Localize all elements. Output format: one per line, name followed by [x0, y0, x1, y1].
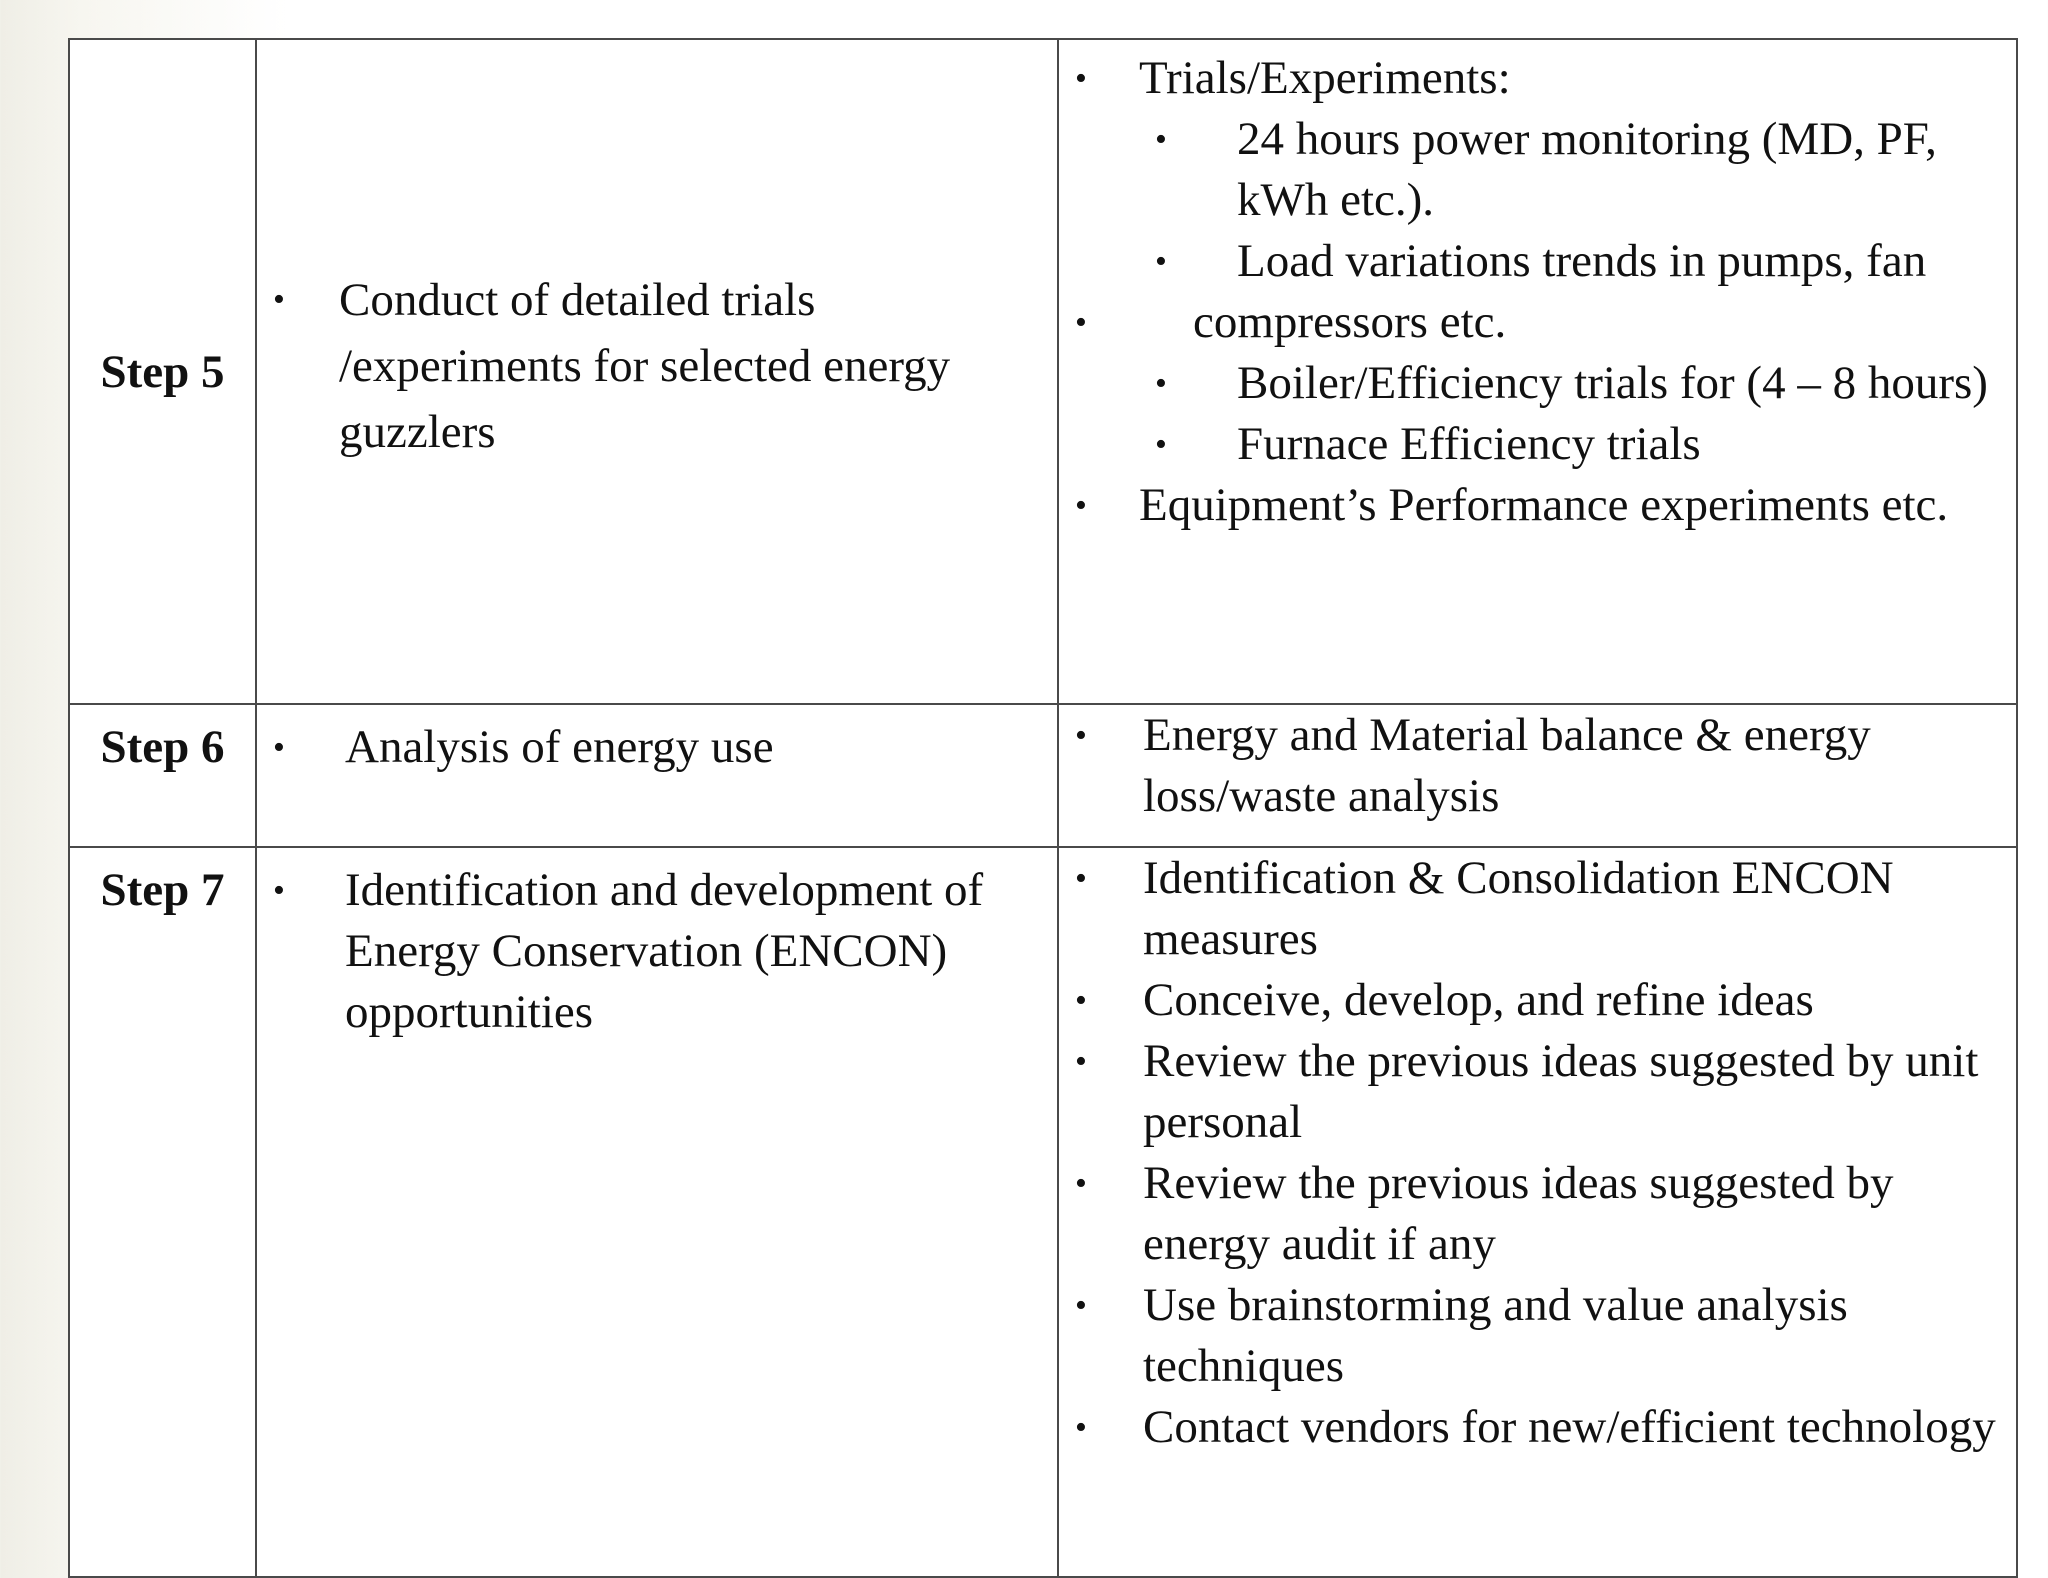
activity-list: [257, 860, 1057, 1043]
step-label-cell: [69, 704, 256, 847]
details-cell: [1058, 847, 2017, 1577]
bullet-icon: •: [1075, 1287, 1087, 1324]
bullet-icon: •: [1155, 426, 1167, 463]
activity-list: [257, 717, 1057, 778]
bullet-icon: •: [1075, 304, 1087, 341]
list-item-text: Review the previous ideas suggested by unit personal: [1143, 1035, 1979, 1148]
list-item-text: compressors etc.: [1193, 296, 1507, 348]
list-item: [1059, 705, 2016, 827]
table-row-step-6: [69, 704, 2017, 847]
list-item: [1059, 48, 2016, 231]
audit-steps-table: [68, 38, 2018, 1578]
list-item: [1059, 848, 2016, 970]
list-item-text: Use brainstorming and value analysis techniques: [1143, 1279, 1848, 1392]
sub-list-item: [1059, 109, 2016, 231]
list-item-text: Conduct of detailed trials /experiments for selected energy guzzlers: [339, 273, 951, 458]
bullet-icon: •: [1075, 1409, 1087, 1446]
list-item-text: Load variations trends in pumps, fan: [1237, 235, 1927, 287]
details-list: [1059, 48, 2016, 536]
activity-list: [257, 267, 1057, 477]
details-list: [1059, 848, 2016, 1458]
list-item: [1059, 1153, 2016, 1275]
list-item: [1059, 231, 2016, 353]
sub-list-item: [1059, 414, 2016, 475]
list-item: [1059, 353, 2016, 475]
activity-cell: [256, 847, 1058, 1577]
bullet-icon: •: [1075, 60, 1087, 97]
list-item: [1059, 1397, 2016, 1458]
step-label: Step 5: [100, 345, 225, 398]
list-item-text: Contact vendors for new/efficient technology: [1143, 1401, 1996, 1453]
bullet-icon: •: [1075, 487, 1087, 524]
sub-list-item: [1059, 353, 2016, 414]
bullet-icon: •: [1155, 243, 1167, 280]
list-item-text: 24 hours power monitoring (MD, PF, kWh etc.).: [1237, 113, 1937, 226]
bullet-icon: •: [1155, 365, 1167, 402]
bullet-icon: •: [273, 280, 285, 318]
list-item-text: Equipment’s Performance experiments etc.: [1139, 479, 1949, 531]
step-label-cell: [69, 847, 256, 1577]
bullet-icon: •: [273, 872, 285, 909]
bullet-icon: •: [1075, 982, 1087, 1019]
list-item: [257, 860, 1057, 1043]
list-item-text: Trials/Experiments:: [1139, 52, 1511, 104]
bullet-icon: •: [1075, 1165, 1087, 1202]
step-label-cell: [69, 39, 256, 704]
list-item-text: Furnace Efficiency trials: [1237, 418, 1701, 470]
bullet-icon: •: [1075, 1043, 1087, 1080]
table-row-step-7: [69, 847, 2017, 1577]
bullet-icon: •: [1155, 121, 1167, 158]
list-item-text: Conceive, develop, and refine ideas: [1143, 974, 1814, 1026]
activity-cell: [256, 39, 1058, 704]
bullet-icon: •: [1075, 860, 1087, 897]
step-label: Step 7: [100, 864, 225, 916]
step-label: Step 6: [100, 721, 225, 773]
bullet-icon: •: [1075, 717, 1087, 754]
list-item-text: Review the previous ideas suggested by energy audit if any: [1143, 1157, 1894, 1270]
list-item: [257, 717, 1057, 778]
activity-cell: [256, 704, 1058, 847]
details-list: [1059, 705, 2016, 827]
details-cell: [1058, 704, 2017, 847]
list-item: [1059, 970, 2016, 1031]
list-item-text: Analysis of energy use: [345, 721, 774, 773]
bullet-icon: •: [273, 729, 285, 766]
list-item-text: Boiler/Efficiency trials for (4 – 8 hours): [1237, 357, 1988, 409]
trials-sub-list: [1059, 353, 2016, 475]
list-item: [257, 267, 1057, 477]
list-item: [1059, 475, 2016, 536]
table-row-step-5: [69, 39, 2017, 704]
list-item-text: Identification and development of Energy Conservation (ENCON) opportunities: [345, 864, 984, 1038]
details-cell: [1058, 39, 2017, 704]
list-item-text: Energy and Material balance & energy loss/waste analysis: [1143, 709, 1871, 822]
trials-sub-list: [1139, 109, 2016, 231]
list-item-text: Identification & Consolidation ENCON measures: [1143, 852, 1894, 965]
list-item: [1059, 1275, 2016, 1397]
list-item: [1059, 1031, 2016, 1153]
